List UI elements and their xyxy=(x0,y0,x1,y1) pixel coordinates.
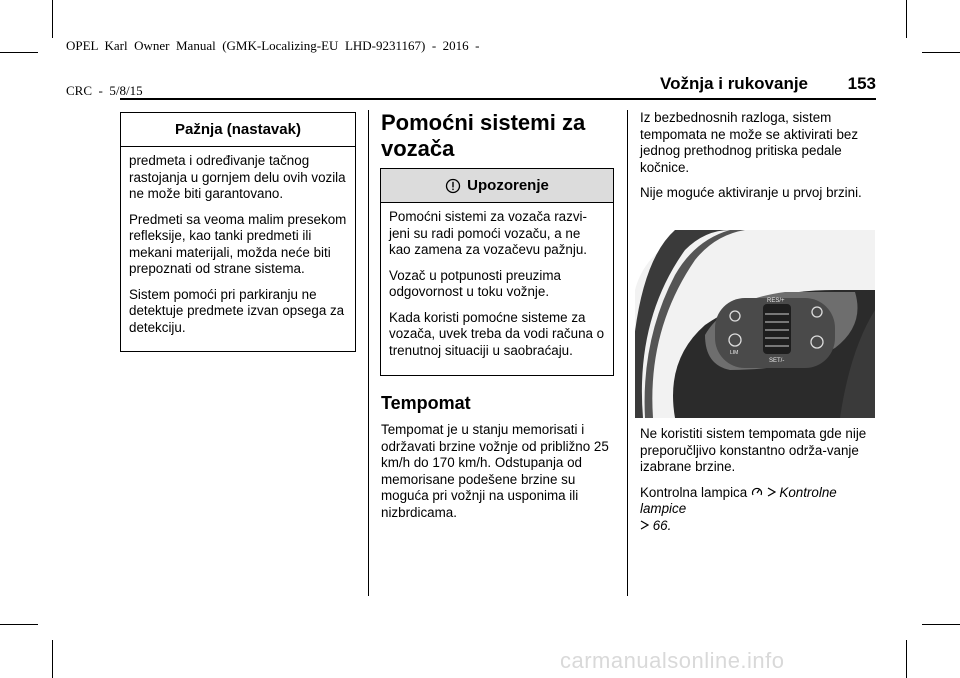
steering-wheel-illustration xyxy=(635,230,875,418)
crop-mark xyxy=(922,624,960,625)
caution-paragraph: Sistem pomoći pri parkiranju ne detektuje predmete izvan opsega za detekciju. xyxy=(129,286,345,335)
warning-paragraph: Kada koristi pomoćne sisteme za vozača, uvek treba da vodi računa o trenutnoj situaciji u saobraćaju. xyxy=(389,309,605,358)
column-divider xyxy=(627,110,628,596)
indicator-page-number[interactable]: 66. xyxy=(652,517,672,533)
column-3 xyxy=(640,110,876,211)
cruise-control-lamp-icon xyxy=(751,486,763,498)
crop-mark xyxy=(0,52,38,53)
subsection-heading: Tempomat xyxy=(381,393,471,413)
crop-mark xyxy=(52,0,53,38)
crop-mark xyxy=(922,52,960,53)
column-divider xyxy=(368,110,369,596)
caution-box xyxy=(120,112,356,352)
body-paragraph: Ne koristiti sistem tempomata gde nije preporučljivo konstantno održa-vanje izabrane brzine. xyxy=(640,426,867,474)
res-label: RES/+ xyxy=(767,298,785,304)
caution-paragraph: predmeta i određivanje tačnog rastojanja u gornjem delu ovih vozila ne može biti garantovano. xyxy=(129,153,346,201)
caution-paragraph: Predmeti sa veoma malim presekom refleksije, kao tanki predmeti ili mekani materijali, možda neće biti prepoznati od strane sistema. xyxy=(129,211,347,276)
caution-title: Pažnja (nastavak) xyxy=(121,113,355,147)
section-title: Vožnja i rukovanje xyxy=(660,74,809,93)
header-rule xyxy=(120,98,876,100)
tempomat-paragraph: Tempomat je u stanju memorisati i održavati brzine vožnje od približno 25 km/h do 170 km/h. Odstupanja od memorisane podešene brzine su moguća pri vožnji na usponima ili nizbrdicama. xyxy=(381,422,609,520)
meta-line-2: CRC - 5/8/15 xyxy=(66,83,143,98)
meta-line-1: OPEL Karl Owner Manual (GMK-Localizing-EU LHD-9231167) - 2016 - xyxy=(66,38,480,53)
crop-mark xyxy=(906,640,907,678)
page-header xyxy=(660,74,876,94)
tempomat-section xyxy=(381,392,615,530)
warning-body xyxy=(381,203,613,374)
page-reference-icon xyxy=(640,520,649,530)
caution-body xyxy=(121,147,355,351)
warning-title: Upozorenje xyxy=(467,177,549,194)
crop-mark xyxy=(0,624,38,625)
body-paragraph: Iz bezbednosnih razloga, sistem tempomata ne može se aktivirati bez jednog prethodnog pritiska pedale kočnice. xyxy=(640,110,859,175)
crop-mark xyxy=(906,0,907,38)
indicator-reference xyxy=(640,485,876,535)
indicator-link[interactable]: Kontrolne lampice xyxy=(640,484,837,516)
indicator-label: Kontrolna lampica xyxy=(640,484,748,500)
crop-mark xyxy=(52,640,53,678)
column-2 xyxy=(381,110,615,162)
lim-label: LIM xyxy=(730,350,739,356)
warning-box xyxy=(380,168,614,376)
warning-paragraph: Vozač u potpunosti preuzima odgovornost u toku vožnje. xyxy=(389,267,561,299)
set-label: SET/- xyxy=(769,358,785,364)
body-paragraph: Nije moguće aktiviranje u prvoj brzini. xyxy=(640,185,862,200)
warning-header xyxy=(381,169,613,203)
column-3-lower xyxy=(640,426,876,543)
section-heading: Pomoćni sistemi za vozača xyxy=(381,110,586,161)
indicator-page xyxy=(640,518,671,533)
page-number: 153 xyxy=(847,74,876,93)
watermark: carmanualsonline.info xyxy=(560,648,785,673)
warning-paragraph: Pomoćni sistemi za vozača razvi-jeni su radi pomoći vozaču, a ne kao zamena za vozačevu pažnju. xyxy=(389,209,588,257)
warning-icon xyxy=(445,178,461,194)
page-reference-icon xyxy=(767,487,776,497)
